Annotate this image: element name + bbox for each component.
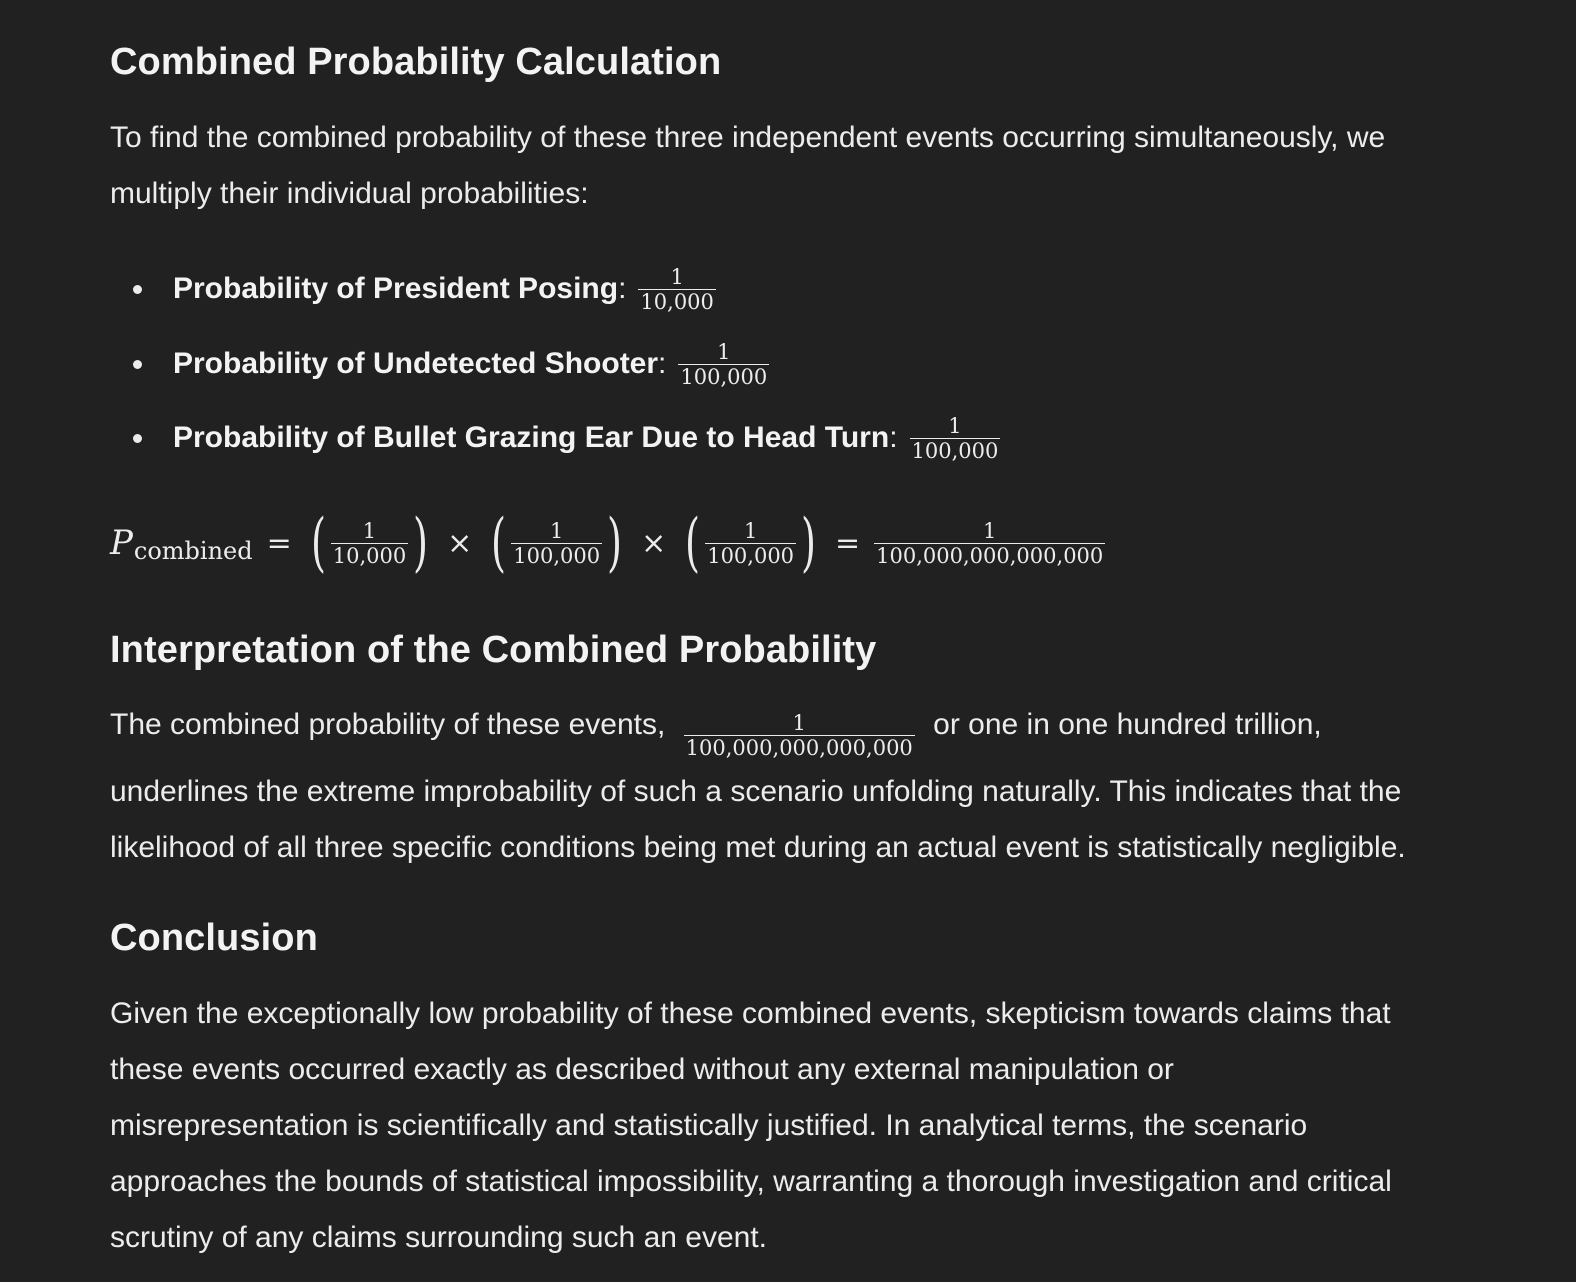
left-paren: ( xyxy=(685,506,701,580)
fraction-denominator: 100,000 xyxy=(707,543,795,568)
combined-probability-equation xyxy=(110,500,1105,586)
fraction-numerator: 1 xyxy=(743,518,758,543)
fraction-numerator: 1 xyxy=(792,711,806,735)
intro-line: To find the combined probability of these three independent events occurring simultaneously, we xyxy=(110,121,1386,154)
right-paren: ) xyxy=(801,506,817,580)
fraction-numerator: 1 xyxy=(948,413,962,438)
left-paren: ( xyxy=(491,506,507,580)
equals-sign: = xyxy=(266,525,292,561)
section-heading-interpretation: Interpretation of the Combined Probability xyxy=(110,629,877,671)
list-item xyxy=(133,334,769,394)
times-sign: × xyxy=(641,525,667,561)
bullet-dot-icon xyxy=(133,360,142,369)
interpretation-line: underlines the extreme improbability of such a scenario unfolding naturally. This indicates that the xyxy=(110,775,1402,808)
fraction xyxy=(684,711,915,760)
bullet-label: Probability of Undetected Shooter xyxy=(173,347,659,380)
left-paren: ( xyxy=(310,506,326,580)
intro-line: multiply their individual probabilities: xyxy=(110,177,589,210)
fraction-denominator: 100,000 xyxy=(680,364,768,389)
fraction-numerator: 1 xyxy=(717,339,731,364)
bullet-dot-icon xyxy=(133,434,142,443)
fraction-denominator: 100,000 xyxy=(911,438,999,463)
section-heading-conclusion: Conclusion xyxy=(110,917,318,959)
fraction xyxy=(705,519,796,568)
list-item xyxy=(133,408,1000,468)
equation-variable: P xyxy=(110,523,133,563)
section-heading-combined-probability: Combined Probability Calculation xyxy=(110,41,722,83)
fraction-denominator: 10,000 xyxy=(332,543,407,568)
interpretation-line xyxy=(110,697,1540,764)
fraction-numerator: 1 xyxy=(362,518,377,543)
fraction xyxy=(331,519,408,568)
result-fraction xyxy=(874,519,1105,568)
fraction-denominator: 100,000 xyxy=(513,543,601,568)
conclusion-paragraph xyxy=(110,986,1540,1266)
equals-sign: = xyxy=(835,525,861,561)
fraction xyxy=(511,519,602,568)
bullet-label: Probability of Bullet Grazing Ear Due to Head Turn xyxy=(173,421,890,454)
interpretation-text: or one in one hundred trillion, xyxy=(933,708,1322,741)
fraction xyxy=(678,340,769,389)
fraction xyxy=(910,414,1001,463)
right-paren: ) xyxy=(413,506,429,580)
fraction-numerator: 1 xyxy=(550,518,564,543)
bullet-colon: : xyxy=(658,347,667,380)
list-item xyxy=(133,259,716,319)
equation-subscript: combined xyxy=(133,537,253,565)
conclusion-line: approaches the bounds of statistical impossibility, warranting a thorough investigation and critical xyxy=(110,1165,1392,1198)
right-paren: ) xyxy=(607,506,623,580)
conclusion-line: misrepresentation is scientifically and statistically justified. In analytical terms, the scenario xyxy=(110,1109,1308,1142)
fraction-numerator: 1 xyxy=(983,518,997,543)
fraction-denominator: 100,000,000,000,000 xyxy=(685,736,913,760)
interpretation-line: likelihood of all three specific conditions being met during an actual event is statistically negligible. xyxy=(110,831,1406,864)
conclusion-line: Given the exceptionally low probability of these combined events, skepticism towards claims that xyxy=(110,997,1391,1030)
intro-paragraph xyxy=(110,110,1540,222)
bullet-dot-icon xyxy=(133,285,142,294)
fraction-numerator: 1 xyxy=(670,264,684,289)
inline-fraction-wrapper xyxy=(684,711,915,760)
fraction-denominator: 100,000,000,000,000 xyxy=(876,543,1104,568)
fraction xyxy=(638,265,715,314)
bullet-label: Probability of President Posing xyxy=(173,272,619,305)
conclusion-line: these events occurred exactly as described without any external manipulation or xyxy=(110,1053,1174,1086)
interpretation-paragraph xyxy=(110,697,1540,876)
conclusion-line: scrutiny of any claims surrounding such an event. xyxy=(110,1221,767,1254)
fraction-denominator: 10,000 xyxy=(640,289,714,314)
bullet-colon: : xyxy=(889,421,898,454)
interpretation-text: The combined probability of these events, xyxy=(110,708,666,741)
times-sign: × xyxy=(447,525,473,561)
bullet-colon: : xyxy=(618,272,627,305)
